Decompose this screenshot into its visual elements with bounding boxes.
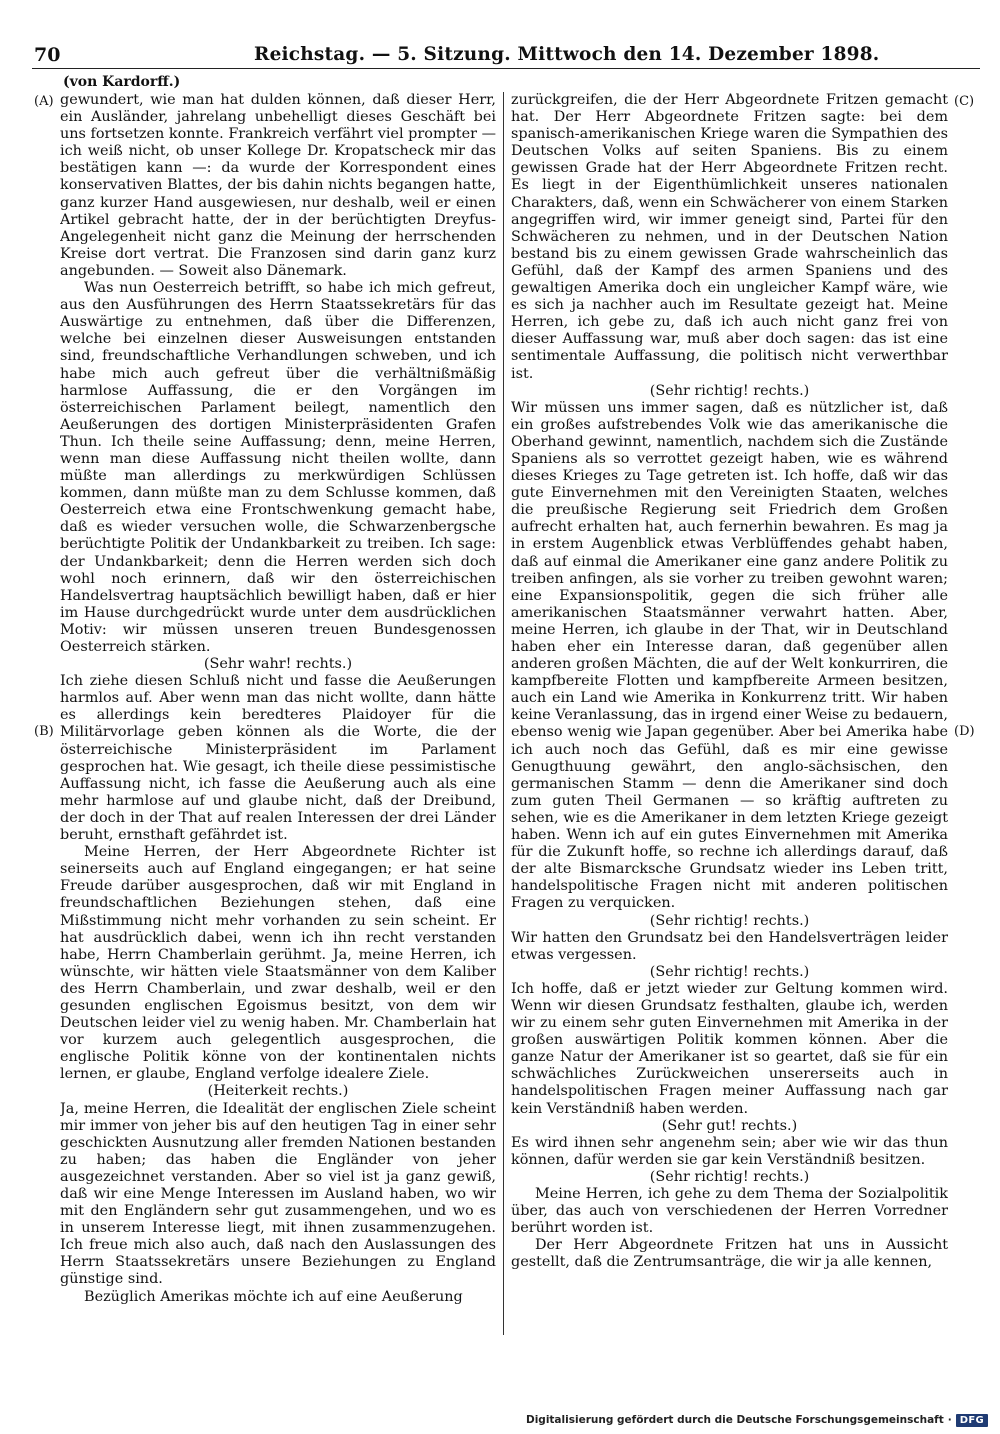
reaction-line: (Sehr richtig! rechts.)	[649, 382, 810, 399]
margin-mark-c: (C)	[954, 94, 975, 109]
paragraph: Ich hoffe, daß er jetzt wieder zur Geltung kommen wird. Wenn wir diesen Grundsatz festhalten, glaube ich, werden wir zu einem sehr guten Einvernehmen mit Amerika in der großen auswärtigen Politik kommen können. Aber die ganze Natur der Amerikaner ist so geartet, daß sie für ein schwächliches Zurückweichen unsererseits auch in handelspolitischen Fragen meiner Auffassung nach gar kein Verständniß haben werden.	[511, 980, 948, 1117]
paragraph: Wir müssen uns immer sagen, daß es nützlicher ist, daß ein großes aufstrebendes Volk wie das amerikanische die Oberhand gewinnt, namentlich, nachdem sich die Zustände Spaniens als so verrottet gezeigt haben, wie es während dieses Krieges zu Tage getreten ist. Ich hoffe, daß wir das gute Einvernehmen mit den Vereinigten Staaten, welches die preußische Regierung seit Friedrich dem Großen aufrecht erhalten hat, auch fernerhin bewahren. Es mag ja in erstem Augenblick etwas Verblüffendes gehabt haben, daß auf einmal die Amerikaner eine ganz andere Politik zu treiben anfingen, als sie vorher zu treiben gewohnt waren; eine Expansionspolitik, gegen die sich früher alle amerikanischen Staatsmänner verwahrt hatten. Aber, meine Herren, ich glaube in der That, wir in Deutschland haben eher ein Interesse daran, daß gegenüber allen anderen großen Mächten, die auf der Welt konkurriren, die kampfbereite Flotten und kampfbereite Armeen besitzen, auch ein Land wie Amerika in Konkurrenz tritt. Wir haben keine Veranlassung, das in irgend einer Weise zu bedauern, ebenso wenig wie Japan gegenüber. Aber bei Amerika habe ich auch noch das Gefühl, daß es mir eine gewisse Genugthuung gewährt, den anglo-sächsischen, den germanischen Stamm — denn die Amerikaner sind doch zum guten Theil Germanen — so kräftig auftreten zu sehen, wie es die Amerikaner in dem letzten Kriege gezeigt haben. Wenn ich auf ein gutes Einvernehmen mit Amerika für die Zukunft hoffe, so rechne ich allerdings darauf, daß der alte Bismarcksche Grundsatz wieder ins Leben tritt, handelspolitische Fragen nicht mit anderen politischen Fragen zu verquicken.	[511, 399, 948, 912]
page-header	[32, 42, 980, 69]
reaction-line: (Sehr richtig! rechts.)	[649, 912, 810, 929]
paragraph: Meine Herren, der Herr Abgeordnete Richter ist seinerseits auch auf England eingegangen; er hat seine Freude darüber ausgesprochen, daß wir mit England in freundschaftlichen Beziehungen stehen, daß eine Mißstimmung nicht mehr vorhanden zu sein scheint. Er hat ausdrücklich dabei, wenn ich ihn recht verstanden habe, Herrn Chamberlain gerühmt. Ja, meine Herren, ich wünschte, wir hätten viele Staatsmänner von dem Kaliber des Herrn Chamberlain, und zwar deshalb, weil er den gesunden englischen Egoismus besitzt, von dem wir Deutschen leider viel zu wenig haben. Mr. Chamberlain hat vor kurzem auch gelegentlich ausgesprochen, die englische Politik könne von der kontinentalen nichts lernen, er glaube, England verfolge idealere Ziele.	[60, 844, 496, 1083]
footer-credit-text: Digitalisierung gefördert durch die Deutsche Forschungsgemeinschaft	[525, 1414, 944, 1426]
paragraph: Was nun Oesterreich betrifft, so habe ich mich gefreut, aus den Ausführungen des Herrn Staatssekretärs für das Auswärtige zu entnehmen, daß über die Differenzen, welche bei einzelnen dieser Ausweisungen entstanden sind, freundschaftliche Verhandlungen schweben, und ich habe mich auch gefreut über die verhältnißmäßig harmlose Auffassung, die er den Vorgängen im österreichischen Parlament beilegt, namentlich den Aeußerungen des dortigen Ministerpräsidenten Grafen Thun. Ich theile seine Auffassung; denn, meine Herren, wenn man diese Auffassung nicht theilen wollte, dann müßte man allerdings zu merkwürdigen Schlüssen kommen, dann müßte man zu dem Schlusse kommen, daß Oesterreich etwa eine Frontschwenkung gemacht habe, daß es wieder versuchen wolle, die Schwarzenbergsche berüchtigte Politik der Undankbarkeit zu treiben. Ich sage: der Undankbarkeit; denn die Herren werden sich doch wohl noch erinnern, daß wir den österreichischen Handelsvertrag hauptsächlich bewilligt haben, daß er hier im Hause durchgedrückt wurde unter dem ausdrücklichen Motiv: wir müssen unseren treuen Bundesgenossen Oesterreich stärken.	[60, 280, 496, 655]
paragraph: Es wird ihnen sehr angenehm sein; aber wie wir das thun können, dafür werden sie gar kein Verständniß besitzen.	[511, 1134, 948, 1168]
margin-mark-b: (B)	[34, 724, 54, 739]
left-column	[60, 92, 496, 1337]
paragraph: Ich ziehe diesen Schluß nicht und fasse die Aeußerungen harmlos auf. Aber wenn man das nicht wollte, dann hätte es allerdings kein beredteres Plaidoyer für die Militärvorlage geben können als die Worte, die der österreichische Ministerpräsident im Parlament gesprochen hat. Wie gesagt, ich theile diese pessimistische Auffassung nicht, ich fasse die Aeußerung auch als eine mehr harmlose auf und glaube nicht, daß der Dreibund, der doch in der That auf realen Interessen der drei Länder beruht, ernsthaft gefährdet ist.	[60, 673, 496, 844]
footer-credit	[526, 1411, 988, 1429]
paragraph: Meine Herren, ich gehe zu dem Thema der Sozialpolitik über, das auch von verschiedenen der Herren Vorredner berührt worden ist.	[511, 1186, 948, 1237]
paragraph: zurückgreifen, die der Herr Abgeordnete Fritzen gemacht hat. Der Herr Abgeordnete Fritzen sagte: bei dem spanisch-amerikanischen Kriege waren die Sympathien des Deutschen Volks auf seiten Spaniens. Bis zu einem gewissen Grade hat der Herr Abgeordnete Fritzen recht. Es liegt in der Eigenthümlichkeit unseres nationalen Charakters, daß, wenn ein Schwächerer von einem Starken angegriffen wird, wir immer geneigt sind, Partei für den Schwächeren zu nehmen, und in der Deutschen Nation bestand bis zu einem gewissen Grade wahrscheinlich das Gefühl, daß der Kampf des armen Spaniens und des gewaltigen Amerika doch ein ungleicher Kampf wäre, wie es sich ja nachher auch im Resultate gezeigt hat. Meine Herren, ich gebe zu, daß ich auch nicht ganz frei von dieser Auffassung war, muß aber doch sagen: das ist eine sentimentale Auffassung, die politisch nicht verwerthbar ist.	[511, 92, 948, 382]
paragraph: gewundert, wie man hat dulden können, daß dieser Herr, ein Ausländer, jahrelang unbehelligt dieses Geschäft bei uns fortsetzen konnte. Frankreich verfährt viel prompter — ich weiß nicht, ob unser Kollege Dr. Kropatscheck mir das bestätigen kann —: da wurde der Korrespondent eines konservativen Blattes, der bis dahin nichts begangen hatte, ganz kurzer Hand ausgewiesen, nur deshalb, weil er einen Artikel gebracht hatte, der in der berüchtigten Dreyfus-Angelegenheit nicht ganz die Meinung der herrschenden Kreise dort vertrat. Die Franzosen sind darin ganz kurz angebunden. — Soweit also Dänemark.	[60, 92, 496, 279]
reaction-line: (Sehr richtig! rechts.)	[649, 1168, 810, 1185]
reaction-line: (Sehr gut! rechts.)	[661, 1117, 798, 1134]
paragraph: Ja, meine Herren, die Idealität der englischen Ziele scheint mir immer von jeher bis auf den heutigen Tag in einer sehr geschickten Ausnutzung aller fremden Nationen bestanden zu haben; das haben die Engländer von jeher ausgezeichnet verstanden. Aber so viel ist ja ganz gewiß, daß wir eine Menge Interessen im Ausland haben, wo wir mit den Engländern sehr gut zusammengehen, und wo es in unserem Interesse liegt, mit ihnen zusammenzugehen. Ich freue mich also auch, daß nach den Auslassungen des Herrn Staatssekretärs unsere Beziehungen zu England günstige sind.	[60, 1100, 496, 1288]
dfg-logo: ·	[947, 1414, 952, 1426]
right-column	[511, 92, 948, 1337]
reaction-line: (Sehr wahr! rechts.)	[203, 656, 353, 673]
margin-mark-d: (D)	[954, 724, 975, 739]
page-number: 70	[34, 44, 61, 66]
margin-mark-a: (A)	[34, 94, 54, 109]
column-rule	[503, 92, 504, 1335]
paragraph: Der Herr Abgeordnete Fritzen hat uns in Aussicht gestellt, daß die Zentrumsanträge, die wir ja alle kennen,	[511, 1237, 948, 1271]
paragraph: Wir hatten den Grundsatz bei den Handelsverträgen leider etwas vergessen.	[511, 929, 948, 963]
paragraph: Bezüglich Amerikas möchte ich auf eine Aeußerung	[84, 1288, 463, 1305]
reaction-line: (Heiterkeit rechts.)	[207, 1083, 349, 1100]
speaker-name: (von Kardorff.)	[63, 74, 181, 90]
reaction-line: (Sehr richtig! rechts.)	[649, 963, 810, 980]
running-head: Reichstag. — 5. Sitzung. Mittwoch den 14. Dezember 1898.	[254, 44, 880, 65]
dfg-logo-badge: DFG	[956, 1414, 988, 1427]
